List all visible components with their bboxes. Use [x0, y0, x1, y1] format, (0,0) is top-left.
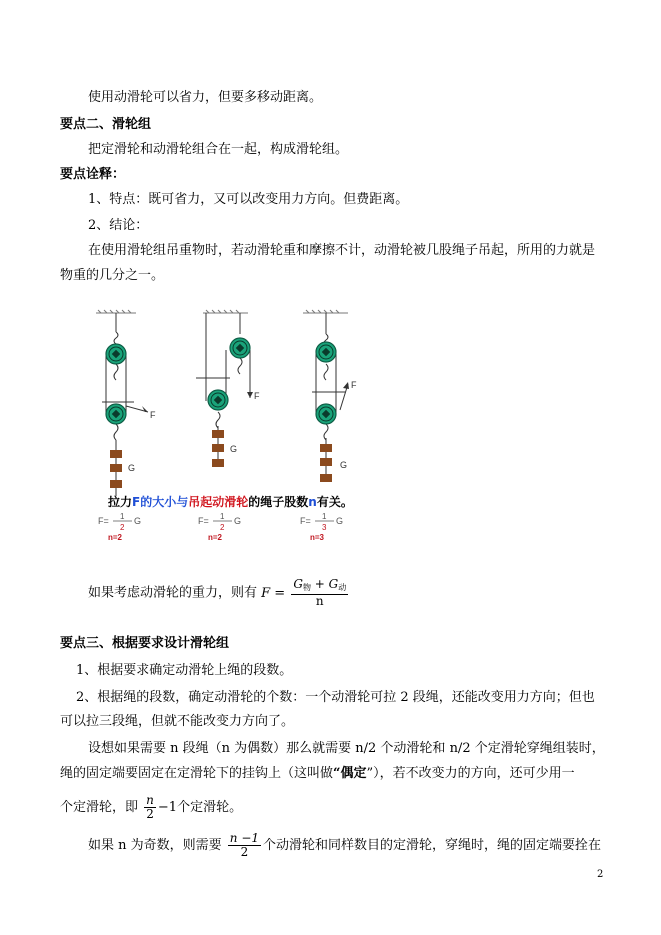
pulley-system-2: [196, 313, 250, 466]
g-object: G: [293, 577, 303, 591]
force-formula-den: n: [315, 594, 324, 608]
g-pulley-sub: 动: [338, 583, 347, 592]
ceiling-1: [96, 310, 136, 313]
svg-text:F=: F=: [300, 516, 311, 526]
paragraph-pulley-block-def: 把定滑轮和动滑轮组合在一起，构成滑轮组。: [88, 142, 349, 157]
svg-text:2: 2: [120, 523, 125, 532]
n-over-2-fraction: [144, 794, 156, 821]
svg-text:n=2: n=2: [108, 533, 123, 542]
svg-text:F=: F=: [98, 516, 109, 526]
even-fixed-term: “偶定: [333, 766, 367, 781]
svg-text:1: 1: [322, 512, 327, 521]
even-line3-part1: 个定滑轮，即: [60, 800, 139, 815]
g-object-sub: 物: [302, 583, 311, 592]
g-pulley: G: [328, 577, 339, 591]
diagram-formula-1: [98, 512, 141, 542]
force-label-1: F: [150, 410, 156, 420]
paragraph-conclusion-line1: 在使用滑轮组吊重物时，若动滑轮重和摩擦不计，动滑轮被几股绳子吊起，所用的力就是: [88, 243, 596, 258]
paragraph-odd: [88, 832, 601, 859]
svg-text:G: G: [134, 516, 142, 526]
force-formula: [261, 577, 350, 608]
paragraph-movable-pulley: 使用动滑轮可以省力，但要多移动距离。: [88, 90, 323, 105]
ceiling-3: [303, 310, 348, 313]
paragraph-features: 1、特点：既可省力，又可以改变用力方向。但费距离。: [88, 192, 409, 207]
svg-text:n=3: n=3: [310, 533, 325, 542]
diagram-formula-3: [300, 512, 343, 542]
svg-text:F=: F=: [198, 516, 209, 526]
paragraph-conclusion-label: 2、结论：: [88, 218, 149, 233]
pulley-system-3: [312, 313, 348, 481]
n-minus-1-over-2-fraction: [228, 832, 261, 859]
svg-text:n=2: n=2: [208, 533, 223, 542]
svg-text:G: G: [234, 516, 242, 526]
heading-point-two: 要点二、滑轮组: [60, 117, 152, 132]
odd-part2: 个动滑轮和同样数目的定滑轮，穿绳时，绳的固定端要拴在: [263, 838, 602, 853]
plus-sign: +: [314, 577, 325, 591]
pulley-diagram-figure: [88, 306, 388, 546]
odd-part1: 如果 n 为奇数，则需要: [88, 838, 222, 853]
force-arrow-2: [247, 392, 253, 398]
figure-caption: 拉力F的大小与吊起动滑轮的绳子股数n有关。: [108, 495, 353, 509]
diagram-formula-2: [198, 512, 241, 542]
paragraph-step2-line2: 可以拉三段绳，但就不能改变力方向了。: [60, 714, 295, 729]
paragraph-consider-weight: [88, 578, 350, 608]
n-over-2-tail: −1: [157, 800, 178, 815]
heading-point-three: 要点三、根据要求设计滑轮组: [60, 636, 230, 651]
force-label-3: F: [351, 380, 357, 390]
n-minus-1-den: 2: [240, 845, 249, 859]
svg-text:1: 1: [120, 512, 125, 521]
paragraph-even-line1: 设想如果需要 n 段绳（n 为偶数）那么就需要 n/2 个动滑轮和 n/2 个定滑轮穿绳组装时，: [88, 741, 605, 756]
svg-text:G: G: [336, 516, 344, 526]
paragraph-even-line3: [60, 794, 242, 821]
n-over-2-num: n: [146, 793, 154, 807]
heading-interpretation: 要点诠释：: [60, 167, 126, 182]
paragraph-step2-line1: 2、根据绳的段数，确定动滑轮的个数：一个动滑轮可拉 2 段绳，还能改变用力方向；但也: [76, 690, 595, 705]
n-minus-1-num: n −1: [229, 831, 260, 845]
pulley-system-1: [102, 313, 148, 496]
force-arrow-3: [343, 382, 349, 389]
force-formula-fraction: [291, 578, 348, 608]
weight-label-1: G: [128, 463, 136, 473]
weight-label-3: G: [340, 460, 348, 470]
force-formula-lhs: F =: [261, 585, 286, 601]
paragraph-even-line2: [60, 766, 575, 782]
even-line2-part2: ”），若不改变力的方向，还可少用一: [366, 766, 575, 781]
n-over-2-den: 2: [146, 807, 154, 821]
paragraph-conclusion-line2: 物重的几分之一。: [60, 268, 165, 283]
ceiling-2: [203, 310, 248, 313]
svg-text:3: 3: [322, 523, 327, 532]
svg-text:1: 1: [220, 512, 225, 521]
weight-label-2: G: [230, 444, 238, 454]
page-number: 2: [597, 869, 604, 880]
even-line3-part2: 个定滑轮。: [177, 800, 243, 815]
even-line2-part1: 绳的固定端要固定在定滑轮下的挂钩上（这叫做: [60, 766, 334, 781]
force-label-2: F: [254, 391, 260, 401]
svg-text:2: 2: [220, 523, 225, 532]
consider-weight-text: 如果考虑动滑轮的重力，则有: [88, 585, 258, 601]
paragraph-step1: 1、根据要求确定动滑轮上绳的段数。: [76, 663, 293, 678]
